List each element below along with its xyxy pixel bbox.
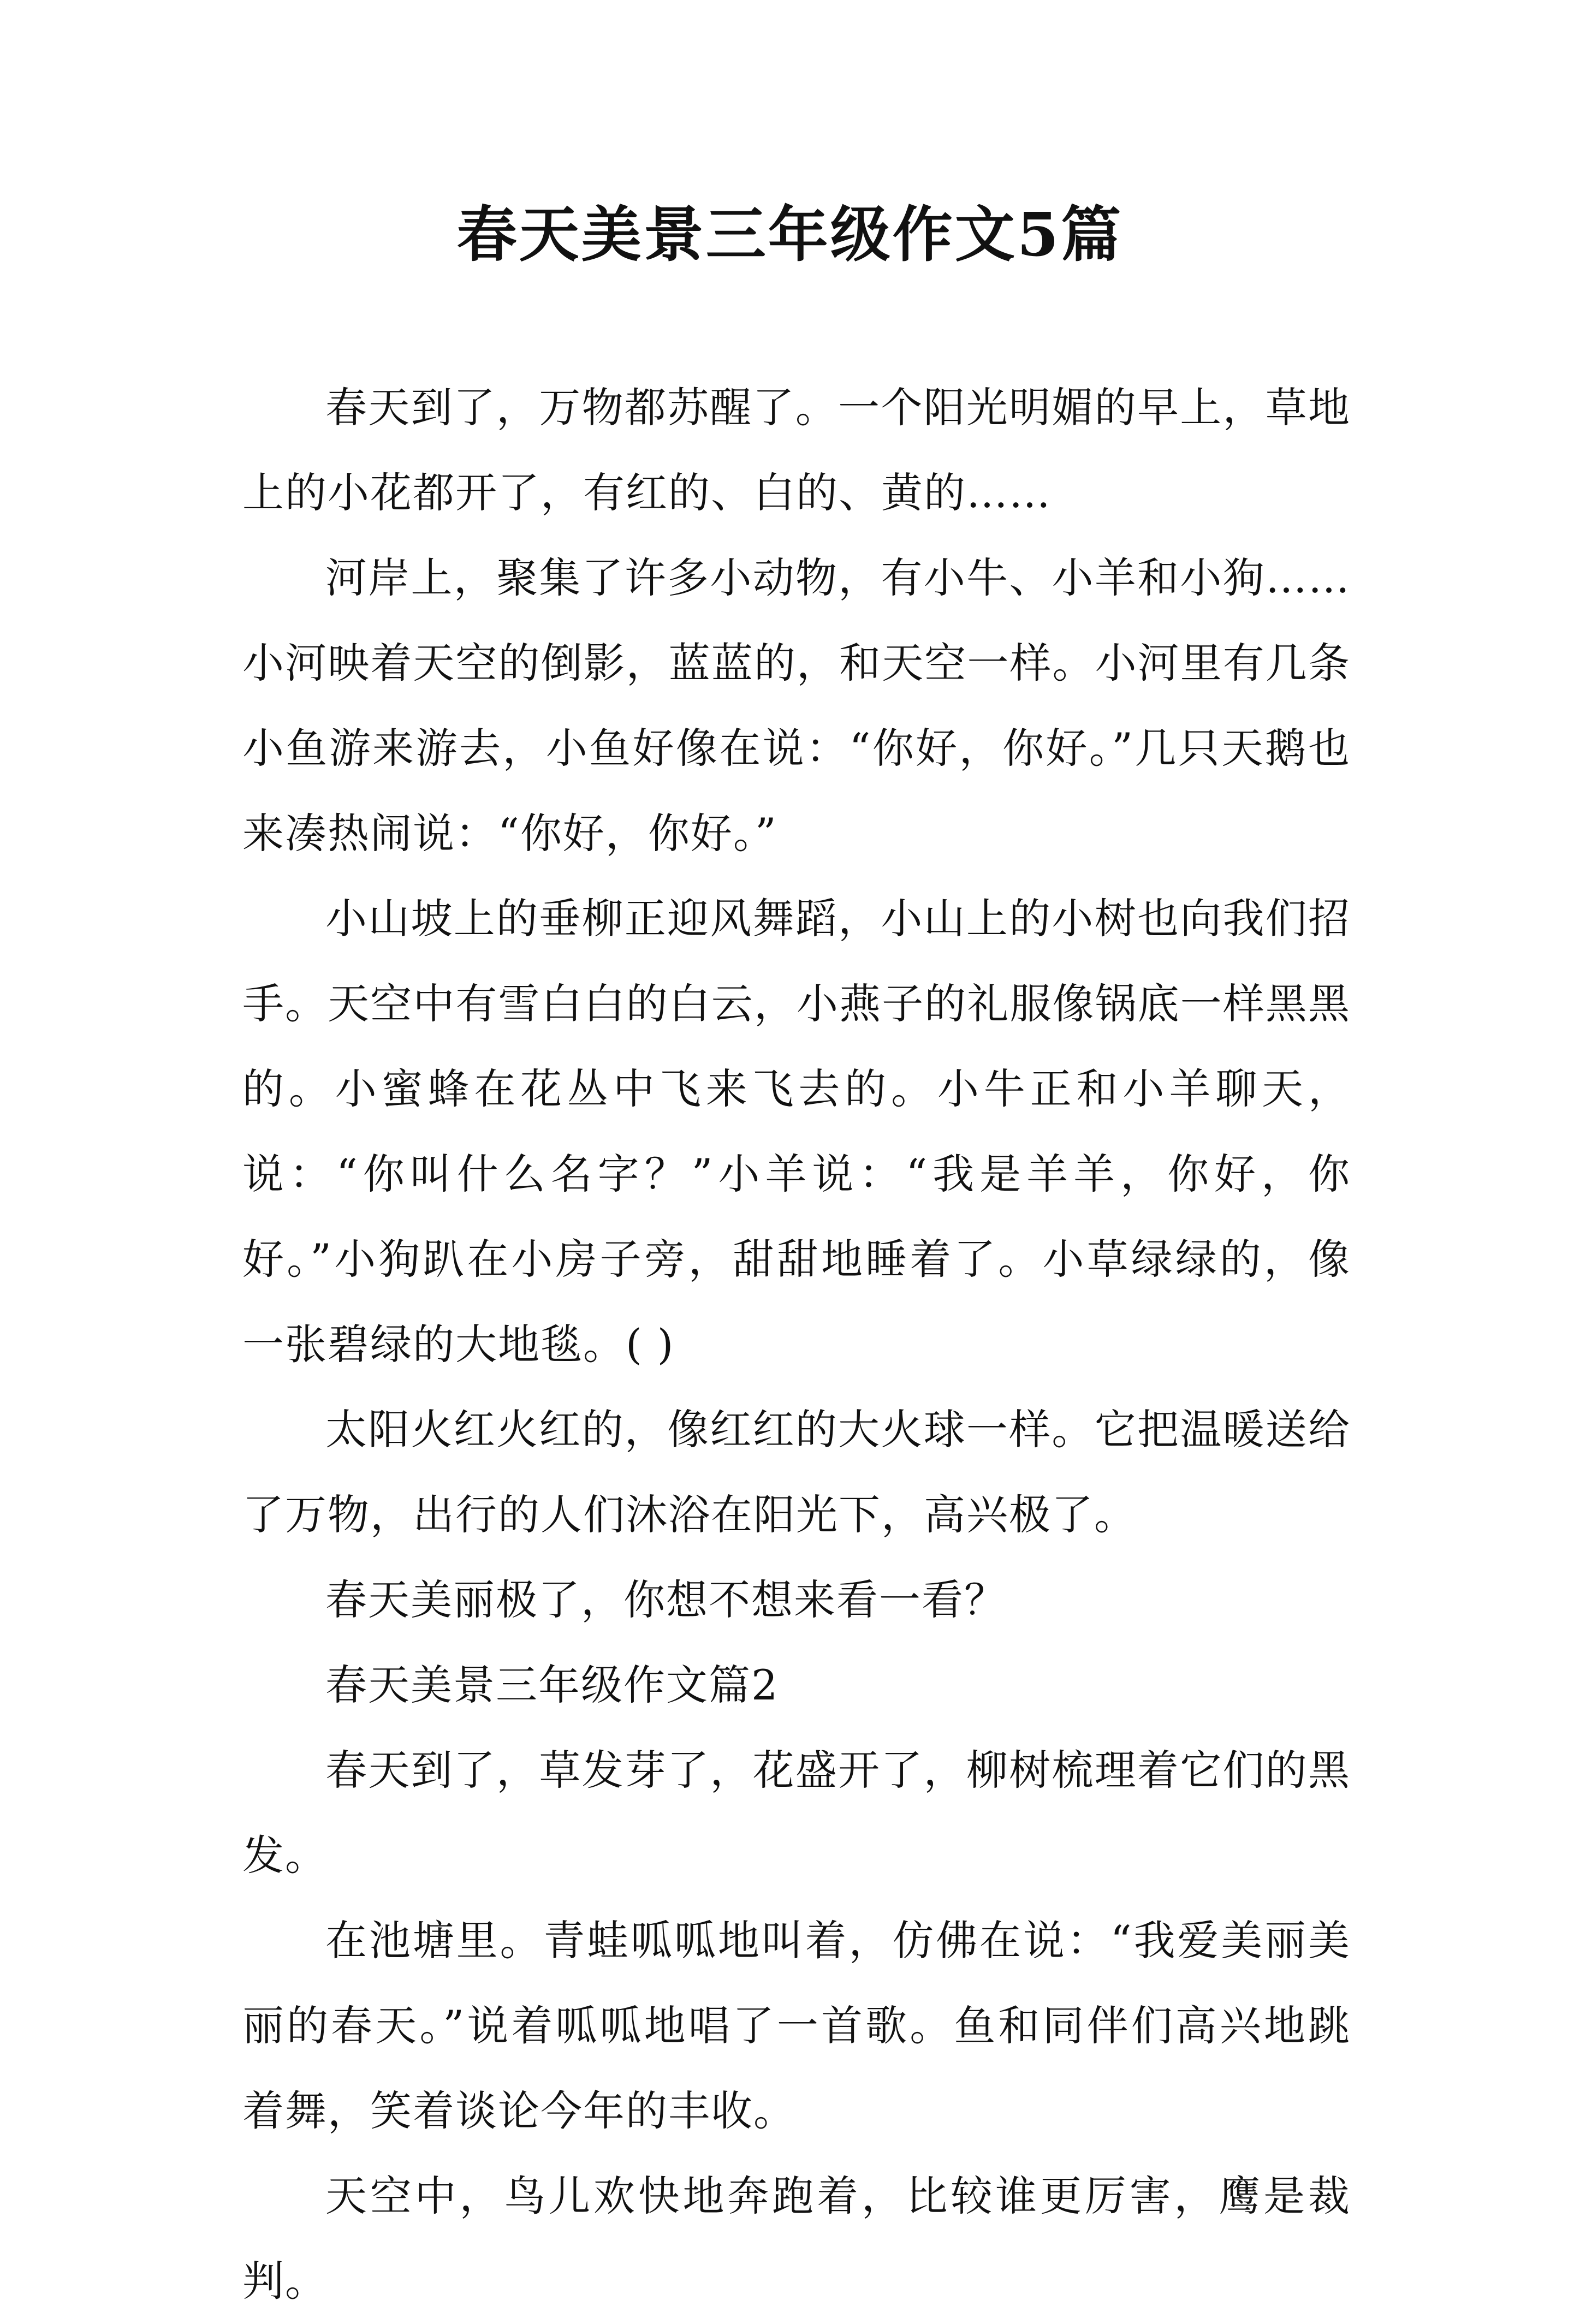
document-body	[242, 365, 1351, 2324]
section-heading-2: 春天美景三年级作文篇2	[325, 1661, 779, 1709]
document-title: 春天美景三年级作文5篇	[456, 199, 1124, 270]
paragraph-2: 河岸上，聚集了许多小动物，有小牛、小羊和小狗……小河映着天空的倒影，蓝蓝的，和天空一样。小河里有几条小鱼游来游去，小鱼好像在说：“你好，你好。”几只天鹅也来凑热闹说：“你好，你好。”	[242, 554, 1351, 858]
paragraph-3: 小山坡上的垂柳正迎风舞蹈，小山上的小树也向我们招手。天空中有雪白白的白云，小燕子的礼服像锅底一样黑黑的。小蜜蜂在花丛中飞来飞去的。小牛正和小羊聊天，说：“你叫什么名字？”小羊说：“我是羊羊，你好，你好。”小狗趴在小房子旁，甜甜地睡着了。小草绿绿的，像一张碧绿的大地毯。( )	[242, 894, 1351, 1369]
paragraph-1: 春天到了，万物都苏醒了。一个阳光明媚的早上，草地上的小花都开了，有红的、白的、黄的……	[242, 383, 1351, 517]
paragraph-6: 春天到了，草发芽了，花盛开了，柳树梳理着它们的黑发。	[242, 1746, 1351, 1880]
paragraph-8: 天空中，鸟儿欢快地奔跑着，比较谁更厉害，鹰是裁判。	[242, 2172, 1351, 2305]
paragraph-5: 春天美丽极了，你想不想来看一看？	[325, 1576, 1007, 1624]
paragraph-4: 太阳火红火红的，像红红的大火球一样。它把温暖送给了万物，出行的人们沐浴在阳光下，高兴极了。	[242, 1405, 1351, 1539]
paragraph-7: 在池塘里。青蛙呱呱地叫着，仿佛在说：“我爱美丽美丽的春天。”说着呱呱地唱了一首歌。鱼和同伴们高兴地跳着舞，笑着谈论今年的丰收。	[242, 1916, 1351, 2135]
